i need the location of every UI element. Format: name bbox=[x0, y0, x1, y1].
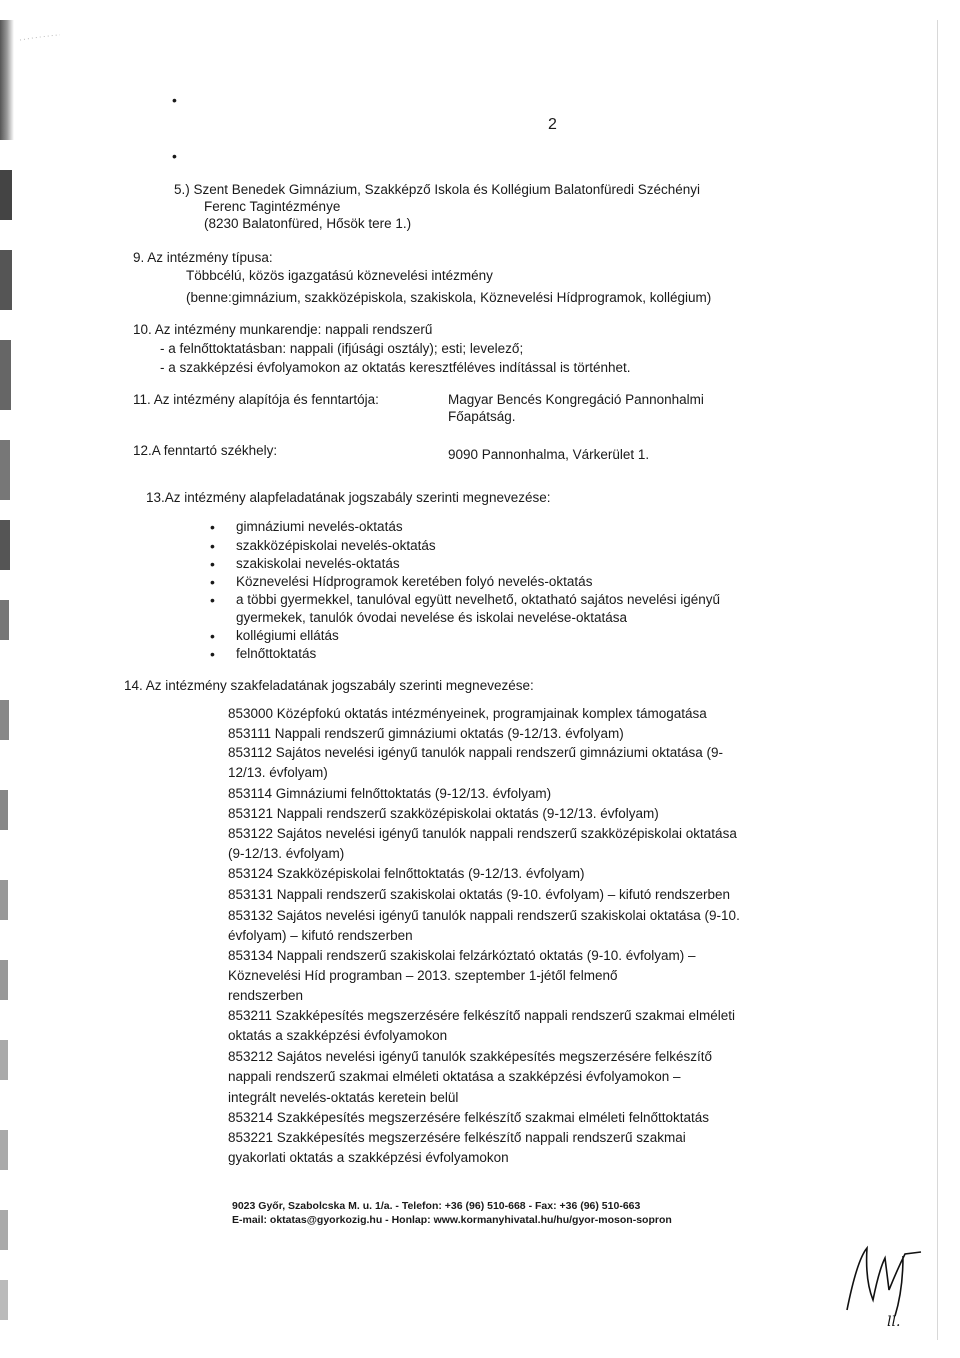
section-14-row-continuation: rendszerben bbox=[228, 988, 304, 1003]
section-13-item: • szakközépiskolai nevelés-oktatás bbox=[236, 538, 436, 553]
section-14-row-continuation: gyakorlati oktatás a szakképzési évfolyamokon bbox=[228, 1150, 509, 1165]
section-14-row: 853122 Sajátos nevelési igényű tanulók nappali rendszerű szakközépiskolai oktatása bbox=[228, 826, 737, 841]
section-14-row: 853124 Szakközépiskolai felnőttoktatás (9-12/13. évfolyam) bbox=[228, 866, 585, 881]
section-14-row-continuation: integrált nevelés-oktatás keretein belül bbox=[228, 1090, 459, 1105]
section-14-heading: 14. Az intézmény szakfeladatának jogszabály szerinti megnevezése: bbox=[124, 678, 534, 693]
section-9-line-2: (benne:gimnázium, szakközépiskola, szakiskola, Köznevelési Hídprogramok, kollégium) bbox=[186, 290, 712, 305]
section-14-row: 853131 Nappali rendszerű szakiskolai oktatás (9-10. évfolyam) – kifutó rendszerben bbox=[228, 887, 731, 902]
section-14-row-continuation: (9-12/13. évfolyam) bbox=[228, 846, 345, 861]
section-9-line-1: Többcélú, közös igazgatású köznevelési intézmény bbox=[186, 268, 493, 283]
section-14-row: 853112 Sajátos nevelési igényű tanulók nappali rendszerű gimnáziumi oktatása (9- bbox=[228, 745, 724, 760]
section-14-row: 853000 Középfokú oktatás intézményeinek, programjainak komplex támogatása bbox=[228, 706, 707, 721]
section-14-row-continuation: 12/13. évfolyam) bbox=[228, 765, 328, 780]
section-10-line-2: - a szakképzési évfolyamokon az oktatás keresztféléves indítással is történhet. bbox=[160, 360, 631, 375]
handwritten-signature bbox=[845, 1240, 925, 1330]
section-13-heading: 13.Az intézmény alapfeladatának jogszabály szerinti megnevezése: bbox=[146, 490, 551, 505]
section-14-row: 853214 Szakképesítés megszerzésére felkészítő szakmai elméleti felnőttoktatás bbox=[228, 1110, 709, 1125]
section-13-item-continuation: gyermekek, tanulók óvodai nevelése és iskolai nevelése-oktatása bbox=[236, 610, 627, 625]
right-margin-rule bbox=[937, 20, 938, 1340]
scan-binding-shadow bbox=[0, 0, 60, 1358]
bullet-mark: • bbox=[172, 92, 177, 108]
section-5-line-1: 5.) Szent Benedek Gimnázium, Szakképző Iskola és Kollégium Balatonfüredi Széchényi bbox=[174, 182, 701, 197]
section-13-item: • szakiskolai nevelés-oktatás bbox=[236, 556, 400, 571]
section-14-row: 853111 Nappali rendszerű gimnáziumi oktatás (9-12/13. évfolyam) bbox=[228, 726, 624, 741]
section-5-line-3: (8230 Balatonfüred, Hősök tere 1.) bbox=[204, 216, 412, 231]
section-14-row: 853211 Szakképesítés megszerzésére felkészítő nappali rendszerű szakmai elméleti bbox=[228, 1008, 736, 1023]
section-11-value-line-2: Főapátság. bbox=[448, 409, 516, 424]
section-14-row-continuation: évfolyam) – kifutó rendszerben bbox=[228, 928, 413, 943]
section-14-row: 853132 Sajátos nevelési igényű tanulók nappali rendszerű szakiskolai oktatása (9-10. bbox=[228, 908, 740, 923]
section-14-row: 853114 Gimnáziumi felnőttoktatás (9-12/13. évfolyam) bbox=[228, 786, 552, 801]
section-5-line-2: Ferenc Tagintézménye bbox=[204, 199, 341, 214]
section-12-value: 9090 Pannonhalma, Várkerület 1. bbox=[448, 447, 650, 462]
section-11-label: 11. Az intézmény alapítója és fenntartója: bbox=[133, 392, 379, 407]
section-13-item: • kollégiumi ellátás bbox=[236, 628, 339, 643]
section-14-row: 853221 Szakképesítés megszerzésére felkészítő nappali rendszerű szakmai bbox=[228, 1130, 686, 1145]
section-14-row-continuation: Köznevelési Híd programban – 2013. szeptember 1-jétől felmenő bbox=[228, 968, 618, 983]
section-13-item: • felnőttoktatás bbox=[236, 646, 316, 661]
section-10-line-1: - a felnőttoktatásban: nappali (ifjúsági osztály); esti; levelező; bbox=[160, 341, 524, 356]
footer-contact: E-mail: oktatas@gyorkozig.hu - Honlap: www.kormanyhivatal.hu/hu/gyor-moson-sopron bbox=[232, 1214, 672, 1226]
section-14-row: 853212 Sajátos nevelési igényű tanulók szakképesítés megszerzésére felkészítő bbox=[228, 1049, 713, 1064]
section-13-item: • a többi gyermekkel, tanulóval együtt nevelhető, oktatható sajátos nevelési igényű bbox=[236, 592, 720, 607]
page-number: 2 bbox=[548, 116, 557, 133]
section-11-value-line-1: Magyar Bencés Kongregáció Pannonhalmi bbox=[448, 392, 704, 407]
section-10-heading: 10. Az intézmény munkarendje: nappali rendszerű bbox=[133, 322, 433, 337]
footer-address: 9023 Győr, Szabolcska M. u. 1/a. - Telefon: +36 (96) 510-668 - Fax: +36 (96) 510-663 bbox=[232, 1200, 641, 1212]
section-12-label: 12.A fenntartó székhely: bbox=[133, 443, 278, 458]
bullet-mark: • bbox=[172, 148, 177, 164]
section-9-heading: 9. Az intézmény típusa: bbox=[133, 250, 273, 265]
section-14-row: 853134 Nappali rendszerű szakiskolai felzárkóztató oktatás (9-10. évfolyam) – bbox=[228, 948, 696, 963]
section-14-row: 853121 Nappali rendszerű szakközépiskolai oktatás (9-12/13. évfolyam) bbox=[228, 806, 659, 821]
section-13-item: • gimnáziumi nevelés-oktatás bbox=[236, 519, 403, 534]
section-14-row-continuation: oktatás a szakképzési évfolyamokon bbox=[228, 1028, 448, 1043]
signature-initials: ll. bbox=[887, 1314, 901, 1330]
section-14-row-continuation: nappali rendszerű szakmai elméleti oktatása a szakképzési évfolyamokon – bbox=[228, 1069, 681, 1084]
section-13-item: • Köznevelési Hídprogramok keretében folyó nevelés-oktatás bbox=[236, 574, 592, 589]
